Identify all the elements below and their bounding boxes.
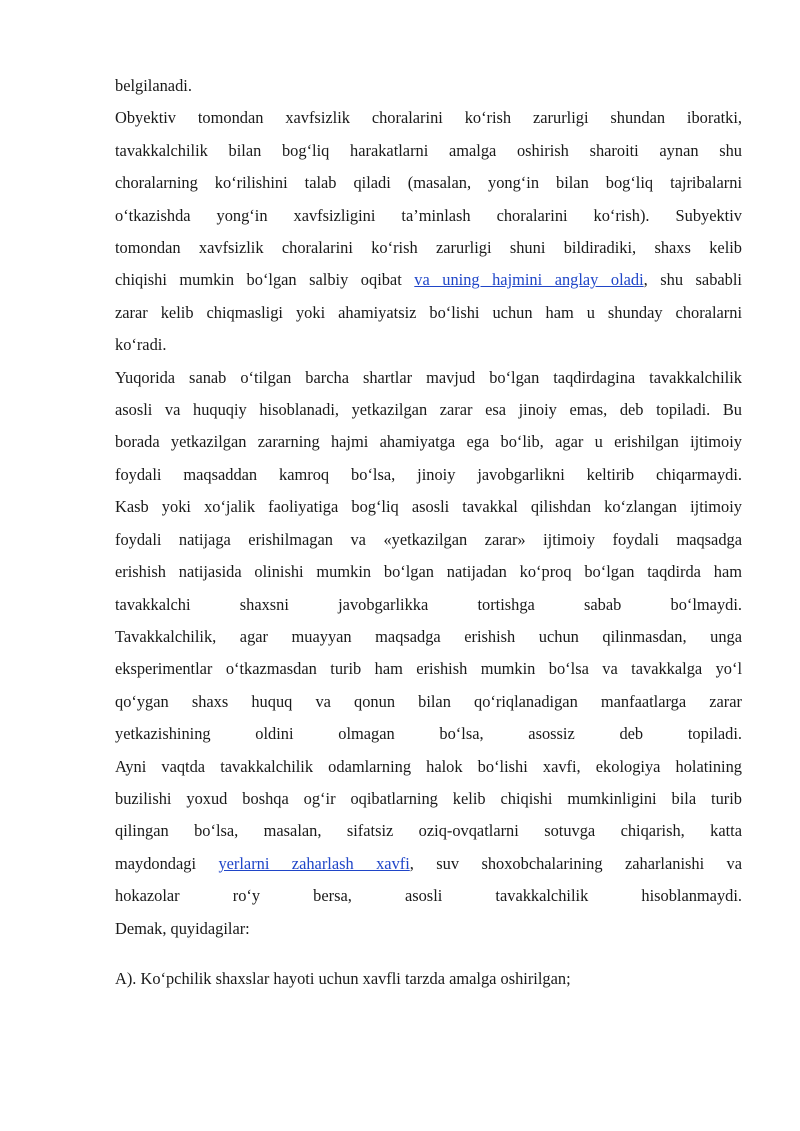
text-line: o‘tkazishda yong‘in xavfsizligini ta’minlash choralarini ko‘rish). Subyektiv xyxy=(115,205,742,225)
hyperlink-yerlarni[interactable]: yerlarni zaharlash xavfi xyxy=(218,853,410,873)
list-item-a: A). Ko‘pchilik shaxslar hayoti uchun xavfli tarzda amalga oshirilgan; xyxy=(115,968,571,988)
text-line: Yuqorida sanab o‘tilgan barcha shartlar mavjud bo‘lgan taqdirdagina tavakkalchilik xyxy=(115,367,742,387)
text-line: eksperimentlar o‘tkazmasdan turib ham erishish mumkin bo‘lsa va tavakkalga yo‘l xyxy=(115,659,742,679)
text-line: Obyektiv tomondan xavfsizlik choralarini ko‘rish zarurligi shundan iboratki, xyxy=(115,108,742,128)
paragraph-gap xyxy=(115,945,742,963)
document-body xyxy=(115,70,742,995)
hyperlink-hajmini[interactable]: va uning hajmini anglay oladi xyxy=(414,270,644,290)
text-line: ko‘radi. xyxy=(115,335,167,355)
text-line: tavakkalchilik bilan bog‘liq harakatlarni amalga oshirish sharoiti aynan shu xyxy=(115,140,742,160)
text-line-with-link xyxy=(115,264,742,296)
text-line: buzilishi yoxud boshqa og‘ir oqibatlarning kelib chiqishi mumkinligini bila turib xyxy=(115,788,742,808)
text-line: borada yetkazilgan zararning hajmi ahamiyatga ega bo‘lib, agar u erishilgan ijtimoiy xyxy=(115,432,742,452)
text-line: choralarning ko‘rilishini talab qiladi (masalan, yong‘in bilan bog‘liq tajribalarni xyxy=(115,173,742,193)
text-line: Ayni vaqtda tavakkalchilik odamlarning halok bo‘lishi xavfi, ekologiya holatining xyxy=(115,756,742,776)
text-segment: , suv shoxobchalarining zaharlanishi va xyxy=(409,853,743,873)
text-line: zarar kelib chiqmasligi yoki ahamiyatsiz bo‘lishi uchun ham u shunday choralarni xyxy=(115,302,742,322)
text-line: foydali maqsaddan kamroq bo‘lsa, jinoiy javobgarlikni keltirib chiqarmaydi. xyxy=(115,464,742,484)
text-line: Kasb yoki xo‘jalik faoliyatiga bog‘liq asosli tavakkal qilishdan ko‘zlangan ijtimoiy xyxy=(115,497,742,517)
text-line: qilingan bo‘lsa, masalan, sifatsiz oziq-ovqatlarni sotuvga chiqarish, katta xyxy=(115,821,742,841)
text-line: tavakkalchi shaxsni javobgarlikka tortishga sabab bo‘lmaydi. xyxy=(115,594,742,614)
text-line: Demak, quyidagilar: xyxy=(115,918,250,938)
text-line: erishish natijasida olinishi mumkin bo‘lgan natijadan ko‘proq bo‘lgan taqdirda ham xyxy=(115,562,742,582)
text-segment: , shu sababli xyxy=(643,270,742,290)
text-line: belgilanadi. xyxy=(115,76,192,95)
text-line-with-link xyxy=(115,848,742,880)
text-line: asosli va huquqiy hisoblanadi, yetkazilgan zarar esa jinoiy emas, deb topiladi. Bu xyxy=(115,400,742,420)
text-line: tomondan xavfsizlik choralarini ko‘rish zarurligi shuni bildiradiki, shaxs kelib xyxy=(115,238,742,258)
text-line: foydali natijaga erishilmagan va «yetkazilgan zarar» ijtimoiy foydali maqsadga xyxy=(115,529,742,549)
text-segment: chiqishi mumkin bo‘lgan salbiy oqibat xyxy=(115,270,415,290)
text-line: Tavakkalchilik, agar muayyan maqsadga erishish uchun qilinmasdan, unga xyxy=(115,626,742,646)
text-segment: maydondagi xyxy=(115,853,219,873)
text-line: qo‘ygan shaxs huquq va qonun bilan qo‘riqlanadigan manfaatlarga zarar xyxy=(115,691,742,711)
text-line: hokazolar ro‘y bersa, asosli tavakkalchilik hisoblanmaydi. xyxy=(115,886,742,906)
text-line: yetkazishining oldini olmagan bo‘lsa, asossiz deb topiladi. xyxy=(115,724,742,744)
